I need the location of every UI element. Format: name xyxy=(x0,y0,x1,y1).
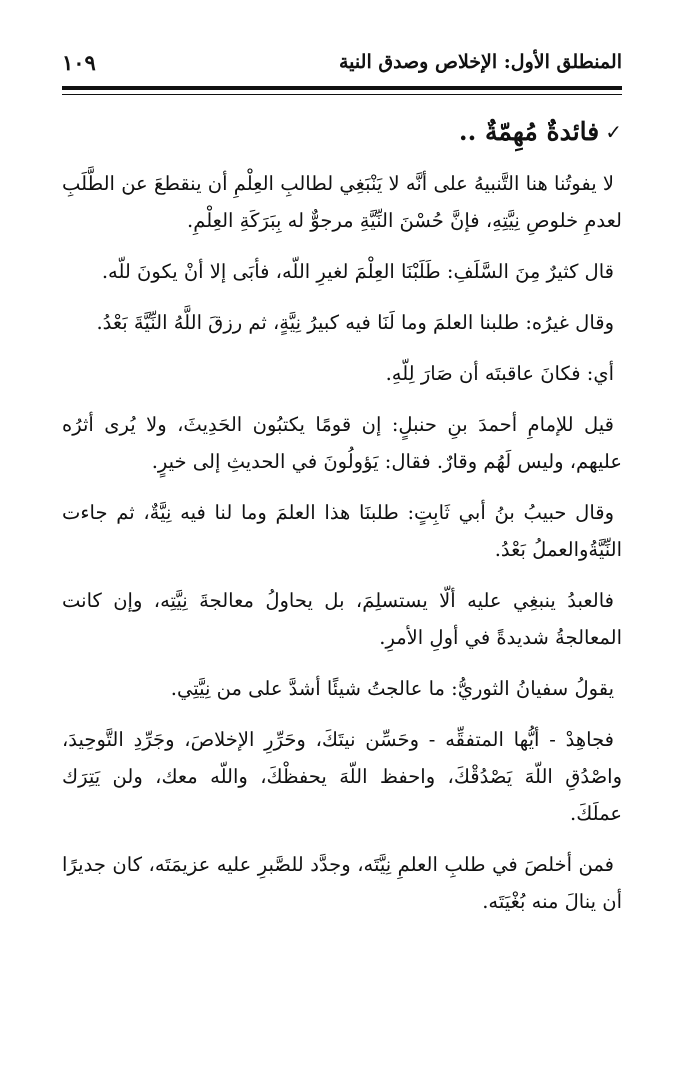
paragraph: لا يفوتُنا هنا التَّنبيهُ على أنَّه لا يَنْبَغِي لطالبِ العِلْمِ أن ينقطعَ عن الطَّلَبِ لعدمِ خلوصِ نِيَّتِهِ، فإنَّ حُسْنَ النِّيَّةِ مرجوٌّ له بِبَرَكَةِ العِلْمِ. xyxy=(62,172,622,232)
paragraph: قيل للإمامِ أحمدَ بنِ حنبلٍ: إن قومًا يكتبُون الحَدِيثَ، ولا يُرى أثرُه عليهم، وليس لَهُم وقارٌ. فقال: يَؤولُونَ في الحديثِ إلى خيرٍ. xyxy=(62,413,622,473)
paragraph: وقال غيرُه: طلبنا العلمَ وما لَنَا فيه كبيرُ نِيَّةٍ، ثم رزقَ اللَّهُ النِّيَّةَ بَعْدُ. xyxy=(96,311,614,334)
paragraph: فمن أخلصَ في طلبِ العلمِ نِيَّتَه، وجدَّد للصَّبرِ عليه عزيمَتَه، كان جديرًا أن ينالَ منه بُغْيَتَه. xyxy=(62,853,622,913)
paragraph: فجاهِدْ - أيُّها المتفقِّه - وحَسِّن نيتَكَ، وحَرِّرِ الإخلاصَ، وجَرِّدِ التَّوحِيدَ، واصْدُقِ اللّهَ يَصْدُقْكَ، واحفظ اللّهَ يحفظْكَ، واللّه معك، ولن يَتِرَك عملَكَ. xyxy=(62,728,622,825)
header-rule-thick xyxy=(62,86,622,90)
check-mark-icon: ✓ xyxy=(605,120,622,144)
page-number: ١٠٩ xyxy=(62,49,96,75)
paragraph: قال كثيرٌ مِنَ السَّلَفِ: طَلَبْنَا العِلْمَ لغيرِ اللّه، فأبَى إلا أنْ يكونَ للّه. xyxy=(101,260,614,283)
paragraph: فالعبدُ ينبغِي عليه ألّا يستسلِمَ، بل يحاولُ معالجةَ نِيَّتِه، وإن كانت المعالجةُ شديدةً في أولِ الأمرِ. xyxy=(62,589,622,649)
page-header xyxy=(62,40,622,84)
paragraph: وقال حبيبُ بنُ أبي ثَابِتٍ: طلبنَا هذا العلمَ وما لنا فيه نِيَّةٌ، ثم جاءت النِّيَّةُوالعملُ بَعْدُ. xyxy=(62,501,622,561)
paragraph: يقولُ سفيانُ الثوريُّ: ما عالجتُ شيئًا أشدَّ على من نِيَّتِي. xyxy=(170,677,614,700)
paragraph: أي: فكانَ عاقبتَه أن صَارَ لِلّهِ. xyxy=(385,362,614,385)
section-heading-text: فائدةٌ مُهِمّةٌ .. xyxy=(458,117,600,146)
section-heading xyxy=(62,112,622,152)
header-rule-thin xyxy=(62,94,622,95)
page-body xyxy=(62,112,622,934)
running-header-title: المنطلق الأول: الإخلاص وصدق النية xyxy=(339,51,622,73)
